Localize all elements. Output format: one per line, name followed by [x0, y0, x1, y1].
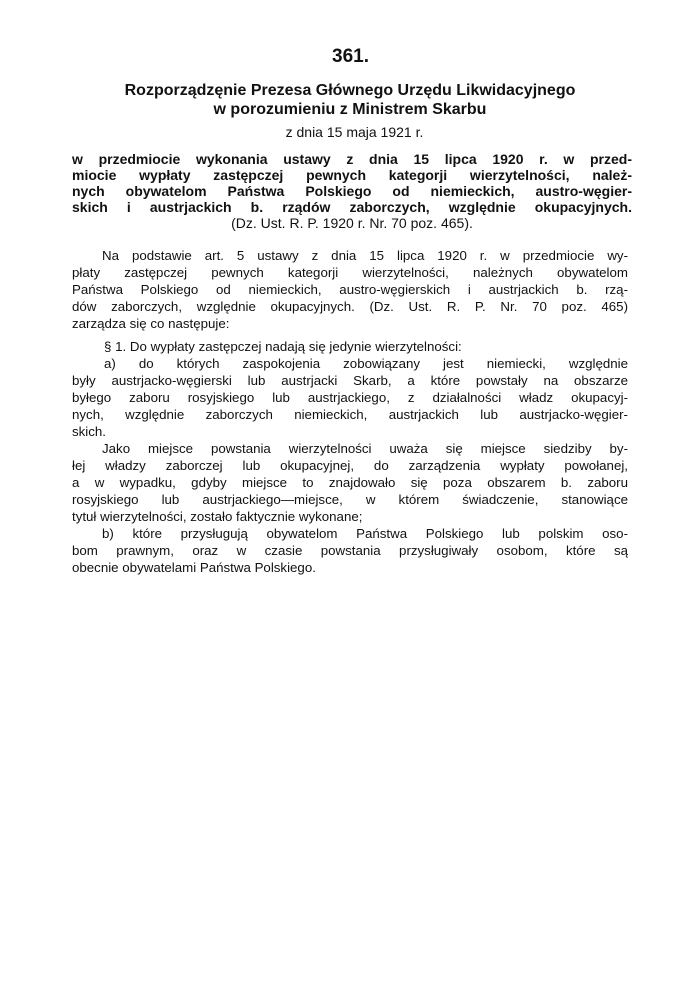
body-line: były austrjacko-węgierski lub austrjacki Skarb, a które powstały na obszarze	[72, 373, 628, 388]
body-line: łej władzy zaborczej lub okupacyjnej, do zarządzenia wypłaty powołanej,	[72, 458, 628, 473]
body-line: Na podstawie art. 5 ustawy z dnia 15 lipca 1920 r. w przedmiocie wy-	[102, 248, 628, 263]
subject-line: miocie wypłaty zastępczej pewnych kategorji wierzytelności, należ-	[72, 167, 632, 183]
body-line: obecnie obywatelami Państwa Polskiego.	[72, 560, 316, 575]
act-subject	[72, 151, 632, 231]
body-line: tytuł wierzytelności, zostało faktycznie wykonane;	[72, 509, 363, 524]
body-line: byłego zaboru rosyjskiego lub austrjackiego, z działalności władz okupacyj-	[72, 390, 628, 405]
act-date: z dnia 15 maja 1921 r.	[285, 124, 424, 140]
body-line: bom prawnym, oraz w czasie powstania przysługiwały osobom, które są	[72, 543, 628, 558]
body-line: a w wypadku, gdyby miejsce to znajdowało się poza obszarem b. zaboru	[72, 475, 628, 490]
body-line: dów zaborczych, względnie okupacyjnych. (Dz. Ust. R. P. Nr. 70 poz. 465)	[72, 299, 628, 314]
subject-line: w przedmiocie wykonania ustawy z dnia 15 lipca 1920 r. w przed-	[72, 151, 632, 167]
body-line: nych, względnie zaborczych niemieckich, austrjackich lub austrjacko-węgier-	[72, 407, 628, 422]
act-number: 361.	[332, 46, 369, 67]
body-line: zarządza się co następuje:	[72, 316, 230, 331]
body-line: Jako miejsce powstania wierzytelności uważa się miejsce siedziby by-	[102, 441, 628, 456]
act-title	[70, 81, 630, 119]
body-line: b) które przysługują obywatelom Państwa Polskiego lub polskim oso-	[102, 526, 628, 541]
subject-line: skich i austrjackich b. rządów zaborczych, względnie okupacyjnych.	[72, 199, 632, 215]
body-line: skich.	[72, 424, 106, 439]
section-heading: § 1. Do wypłaty zastępczej nadają się jedynie wierzytelności:	[104, 339, 462, 354]
body-line: rosyjskiego lub austrjackiego—miejsce, w którem świadczenie, stanowiące	[72, 492, 628, 507]
act-body	[72, 247, 628, 576]
title-line: Rozporządzęnie Prezesa Głównego Urzędu Likwidacyjnego	[124, 82, 576, 99]
body-line: Państwa Polskiego od niemieckich, austro-węgierskich i austrjackich b. rzą-	[72, 282, 628, 297]
body-line: a) do których zaspokojenia zobowiązany jest niemiecki, względnie	[104, 356, 628, 371]
title-line: w porozumieniu z Ministrem Skarbu	[213, 101, 487, 118]
subject-reference: (Dz. Ust. R. P. 1920 r. Nr. 70 poz. 465).	[231, 215, 473, 231]
body-line: płaty zastępczej pewnych kategorji wierzytelności, należnych obywatelom	[72, 265, 628, 280]
subject-line: nych obywatelom Państwa Polskiego od niemieckich, austro-węgier-	[72, 183, 632, 199]
